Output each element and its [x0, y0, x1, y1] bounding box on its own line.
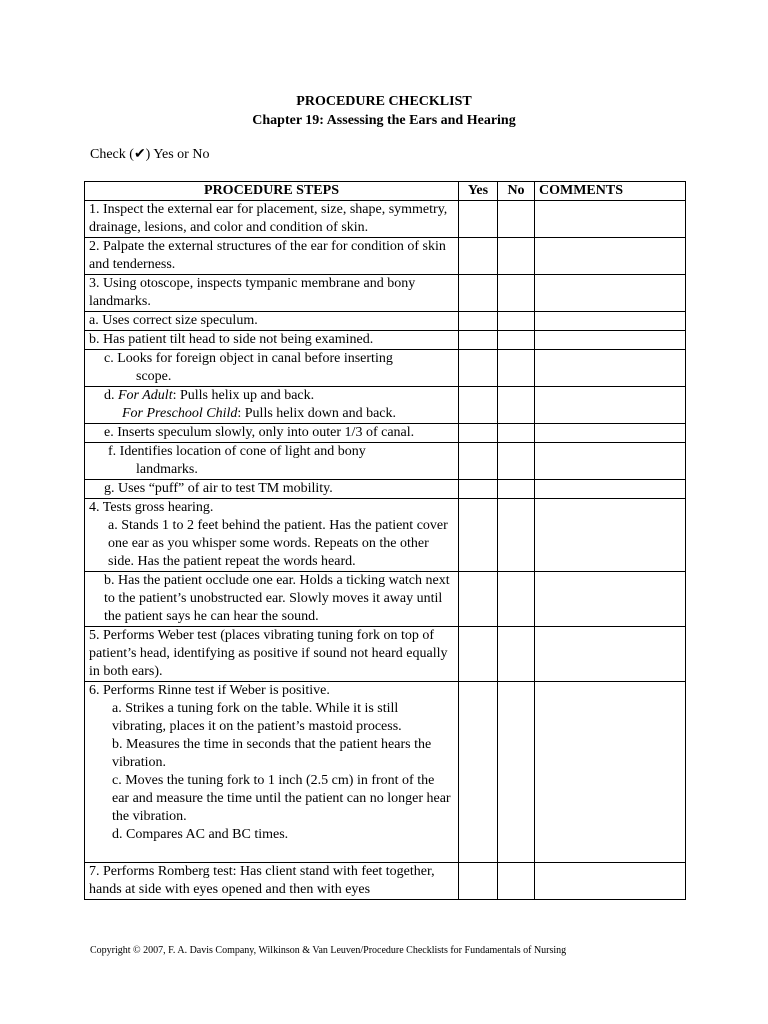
step-3c-text — [85, 350, 459, 387]
table-row — [85, 201, 686, 238]
step-3f-line-1: f. Identifies location of cone of light and bony — [108, 444, 366, 459]
step-3d-child-text: : Pulls helix down and back. — [237, 406, 397, 421]
comments-cell[interactable] — [535, 387, 686, 424]
comments-cell[interactable] — [535, 201, 686, 238]
yes-check-cell[interactable] — [459, 627, 498, 682]
step-3d-adult-line — [89, 387, 454, 405]
yes-check-cell[interactable] — [459, 443, 498, 480]
table-row — [85, 424, 686, 443]
yes-check-cell[interactable] — [459, 424, 498, 443]
comments-cell[interactable] — [535, 499, 686, 572]
no-check-cell[interactable] — [498, 424, 535, 443]
yes-check-cell[interactable] — [459, 238, 498, 275]
header-no: No — [498, 182, 535, 201]
table-header-row — [85, 182, 686, 201]
comments-cell[interactable] — [535, 480, 686, 499]
header-yes: Yes — [459, 182, 498, 201]
check-instruction — [90, 146, 209, 163]
procedure-checklist-table — [84, 181, 686, 900]
no-check-cell[interactable] — [498, 350, 535, 387]
comments-cell[interactable] — [535, 275, 686, 312]
step-3d-child-line — [89, 405, 454, 423]
step-4b-text: b. Has the patient occlude one ear. Holds a ticking watch next to the patient’s unobstructed ear. Slowly moves it away until the patient says he can hear the sound. — [85, 572, 459, 627]
no-check-cell[interactable] — [498, 627, 535, 682]
chapter-subtitle: Chapter 19: Assessing the Ears and Hearing — [252, 113, 516, 128]
comments-cell[interactable] — [535, 627, 686, 682]
yes-check-cell[interactable] — [459, 572, 498, 627]
table-row — [85, 331, 686, 350]
step-6b-text: b. Measures the time in seconds that the patient hears the vibration. — [112, 737, 432, 770]
yes-check-cell[interactable] — [459, 275, 498, 312]
comments-cell[interactable] — [535, 863, 686, 900]
table-row — [85, 682, 686, 863]
step-3-text: 3. Using otoscope, inspects tympanic membrane and bony landmarks. — [85, 275, 459, 312]
table-row — [85, 350, 686, 387]
step-3g-text: g. Uses “puff” of air to test TM mobility. — [85, 480, 459, 499]
yes-check-cell[interactable] — [459, 201, 498, 238]
no-check-cell[interactable] — [498, 312, 535, 331]
table-row — [85, 627, 686, 682]
no-check-cell[interactable] — [498, 275, 535, 312]
table-row — [85, 499, 686, 572]
page-title: PROCEDURE CHECKLIST — [296, 94, 472, 109]
no-check-cell[interactable] — [498, 331, 535, 350]
step-6-heading: 6. Performs Rinne test if Weber is positive. — [89, 683, 330, 698]
table-row — [85, 443, 686, 480]
step-1-text: 1. Inspect the external ear for placement, size, shape, symmetry, drainage, lesions, and color and condition of skin. — [85, 201, 459, 238]
header-procedure-steps: PROCEDURE STEPS — [85, 182, 459, 201]
table-row — [85, 238, 686, 275]
table-row — [85, 387, 686, 424]
copyright-footer: Copyright © 2007, F. A. Davis Company, Wilkinson & Van Leuven/Procedure Checklists for Fundamentals of Nursing — [90, 945, 567, 956]
no-check-cell[interactable] — [498, 682, 535, 863]
no-check-cell[interactable] — [498, 572, 535, 627]
step-3c-line-2: scope. — [136, 369, 172, 384]
check-instruction-suffix: ) Yes or No — [145, 147, 210, 162]
check-instruction-prefix: Check ( — [90, 147, 134, 162]
step-6a-text: a. Strikes a tuning fork on the table. While it is still vibrating, places it on the patient’s mastoid process. — [112, 701, 402, 734]
step-3c-line-1: c. Looks for foreign object in canal before inserting — [104, 351, 393, 366]
step-3a-text: a. Uses correct size speculum. — [85, 312, 459, 331]
step-3d-adult-text: : Pulls helix up and back. — [172, 388, 315, 403]
no-check-cell[interactable] — [498, 387, 535, 424]
table-row — [85, 275, 686, 312]
yes-check-cell[interactable] — [459, 480, 498, 499]
step-6-text — [85, 682, 459, 863]
table-row — [85, 312, 686, 331]
step-5-text: 5. Performs Weber test (places vibrating tuning fork on top of patient’s head, identifying as positive if sound not heard equally in both ears). — [85, 627, 459, 682]
step-3f-line-2: landmarks. — [136, 462, 198, 477]
comments-cell[interactable] — [535, 350, 686, 387]
step-3e-text: e. Inserts speculum slowly, only into outer 1/3 of canal. — [85, 424, 459, 443]
step-6d-text: d. Compares AC and BC times. — [112, 827, 289, 842]
no-check-cell[interactable] — [498, 443, 535, 480]
yes-check-cell[interactable] — [459, 682, 498, 863]
comments-cell[interactable] — [535, 238, 686, 275]
step-2-text: 2. Palpate the external structures of the ear for condition of skin and tenderness. — [85, 238, 459, 275]
comments-cell[interactable] — [535, 572, 686, 627]
comments-cell[interactable] — [535, 443, 686, 480]
checkmark-icon: ✔ — [133, 147, 146, 162]
step-4-heading: 4. Tests gross hearing. — [89, 500, 214, 515]
blank-spacer — [89, 844, 454, 862]
comments-cell[interactable] — [535, 424, 686, 443]
comments-cell[interactable] — [535, 312, 686, 331]
step-3d-adult-label: For Adult — [118, 388, 173, 403]
table-row — [85, 572, 686, 627]
yes-check-cell[interactable] — [459, 350, 498, 387]
step-3d-text — [85, 387, 459, 424]
header-comments: COMMENTS — [535, 182, 686, 201]
step-6c-text: c. Moves the tuning fork to 1 inch (2.5 cm) in front of the ear and measure the time until the patient can no longer hear the vibration. — [112, 773, 451, 824]
no-check-cell[interactable] — [498, 499, 535, 572]
step-4-text — [85, 499, 459, 572]
yes-check-cell[interactable] — [459, 863, 498, 900]
table-row — [85, 863, 686, 900]
no-check-cell[interactable] — [498, 863, 535, 900]
yes-check-cell[interactable] — [459, 312, 498, 331]
step-4a-text: a. Stands 1 to 2 feet behind the patient. Has the patient cover one ear as you whisper some words. Repeats on the other side. Has the patient repeat the words heard. — [108, 518, 448, 569]
yes-check-cell[interactable] — [459, 331, 498, 350]
step-7-text: 7. Performs Romberg test: Has client stand with feet together, hands at side with eyes opened and then with eyes — [85, 863, 459, 900]
comments-cell[interactable] — [535, 331, 686, 350]
yes-check-cell[interactable] — [459, 499, 498, 572]
table-row — [85, 480, 686, 499]
no-check-cell[interactable] — [498, 201, 535, 238]
no-check-cell[interactable] — [498, 238, 535, 275]
yes-check-cell[interactable] — [459, 387, 498, 424]
step-3b-text: b. Has patient tilt head to side not being examined. — [85, 331, 459, 350]
no-check-cell[interactable] — [498, 480, 535, 499]
step-3d-prefix: d. — [104, 388, 118, 403]
step-3f-text — [85, 443, 459, 480]
step-3d-child-label: For Preschool Child — [122, 406, 238, 421]
comments-cell[interactable] — [535, 682, 686, 863]
